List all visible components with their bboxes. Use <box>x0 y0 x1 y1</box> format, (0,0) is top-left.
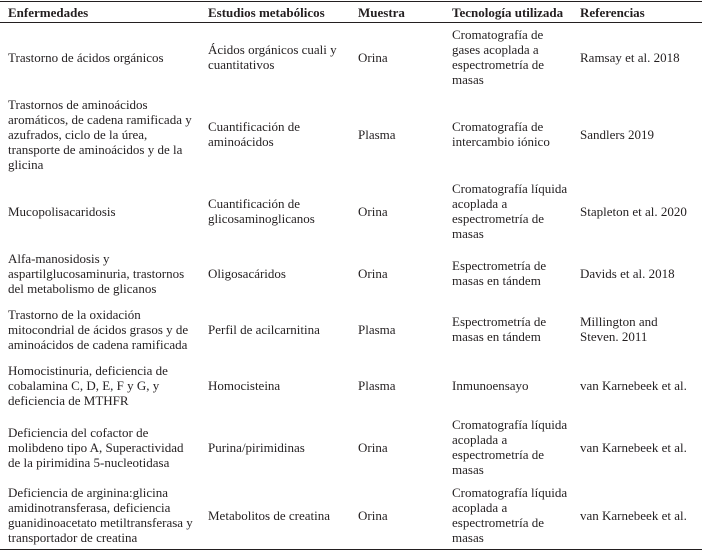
cell-enfermedades: Trastornos de aminoácidos aromáticos, de cadena ramificada y azufrados, ciclo de la úrea, transporte de aminoácidos y de la glicina <box>8 96 192 172</box>
cell-estudios: Homocisteina <box>208 377 281 393</box>
cell-muestra: Orina <box>358 439 388 455</box>
cell-enfermedades: Deficiencia del cofactor de molibdeno tipo A, Superactividad de la pirimidina 5-nucleotidasa <box>8 424 184 470</box>
cell-muestra: Orina <box>358 49 388 65</box>
cell-estudios: Cuantificación de aminoácidos <box>208 119 301 149</box>
cell-tecnologia: Inmunoensayo <box>452 377 529 393</box>
cell-tecnologia: Cromatografía líquida acoplada a espectrometría de masas <box>444 481 572 550</box>
table-row <box>0 245 702 301</box>
cell-muestra: Plasma <box>358 377 396 393</box>
cell-estudios: Ácidos orgánicos cuali y cuantitativos <box>208 42 337 72</box>
table-row <box>0 301 702 357</box>
cell-estudios: Metabolitos de creatina <box>200 481 350 550</box>
cell-estudios: Perfil de acilcarnitina <box>208 321 320 337</box>
cell-muestra: Orina <box>358 203 388 219</box>
cell-enfermedades: Homocistinuria, deficiencia de cobalamina C, D, E, F y G, y deficiencia de MTHFR <box>8 362 168 408</box>
header-referencias: Referencias <box>572 2 702 23</box>
header-row <box>0 2 702 23</box>
cell-referencias: Millington and Steven. 2011 <box>580 314 658 344</box>
header-tecnologia-utilizada: Tecnología utilizada <box>444 2 572 23</box>
cell-muestra: Plasma <box>358 126 396 142</box>
cell-enfermedades: Mucopolisacaridosis <box>8 203 116 219</box>
header-enfermedades: Enfermedades <box>0 2 200 23</box>
cell-enfermedades: Deficiencia de arginina:glicina amidinotransferasa, deficiencia guanidinoacetato metiltransferasa y transportador de creatina <box>0 481 200 550</box>
cell-muestra: Orina <box>350 481 444 550</box>
table-row <box>0 357 702 413</box>
cell-referencias: van Karnebeek et al. <box>572 481 702 550</box>
table-row <box>0 413 702 481</box>
cell-referencias: Ramsay et al. 2018 <box>580 49 680 65</box>
table-header <box>0 2 702 23</box>
header-muestra: Muestra <box>350 2 444 23</box>
cell-referencias: Sandlers 2019 <box>580 126 655 142</box>
table-row <box>0 91 702 177</box>
metabolic-studies-table <box>0 1 702 550</box>
cell-muestra: Orina <box>358 265 388 281</box>
cell-enfermedades: Trastorno de la oxidación mitocondrial de ácidos grasos y de aminoácidos de cadena ramificada <box>8 306 189 352</box>
cell-tecnologia: Cromatografía de intercambio iónico <box>452 119 550 149</box>
metabolic-studies-table-container <box>0 1 702 550</box>
table-row <box>0 177 702 245</box>
cell-referencias: Stapleton et al. 2020 <box>580 203 687 219</box>
cell-tecnologia: Cromatografía líquida acoplada a espectrometría de masas <box>452 181 568 241</box>
cell-tecnologia: Espectrometría de masas en tándem <box>452 314 547 344</box>
cell-enfermedades: Trastorno de ácidos orgánicos <box>8 49 164 65</box>
cell-estudios: Oligosacáridos <box>208 265 286 281</box>
cell-referencias: Davids et al. 2018 <box>580 265 675 281</box>
cell-estudios: Cuantificación de glicosaminoglicanos <box>208 196 315 226</box>
table-body <box>0 23 702 550</box>
cell-referencias: van Karnebeek et al. <box>580 377 687 393</box>
cell-tecnologia: Espectrometría de masas en tándem <box>452 258 547 288</box>
cell-estudios: Purina/pirimidinas <box>208 439 305 455</box>
cell-referencias: van Karnebeek et al. <box>580 439 687 455</box>
cell-muestra: Plasma <box>358 321 396 337</box>
cell-enfermedades: Alfa-manosidosis y aspartilglucosaminuria, trastornos del metabolismo de glicanos <box>8 250 185 296</box>
header-estudios-metabolicos: Estudios metabólicos <box>200 2 350 23</box>
table-row <box>0 23 702 92</box>
table-row <box>0 481 702 550</box>
cell-tecnologia: Cromatografía de gases acoplada a espectrometría de masas <box>452 27 545 87</box>
cell-tecnologia: Cromatografía líquida acoplada a espectrometría de masas <box>452 417 568 477</box>
